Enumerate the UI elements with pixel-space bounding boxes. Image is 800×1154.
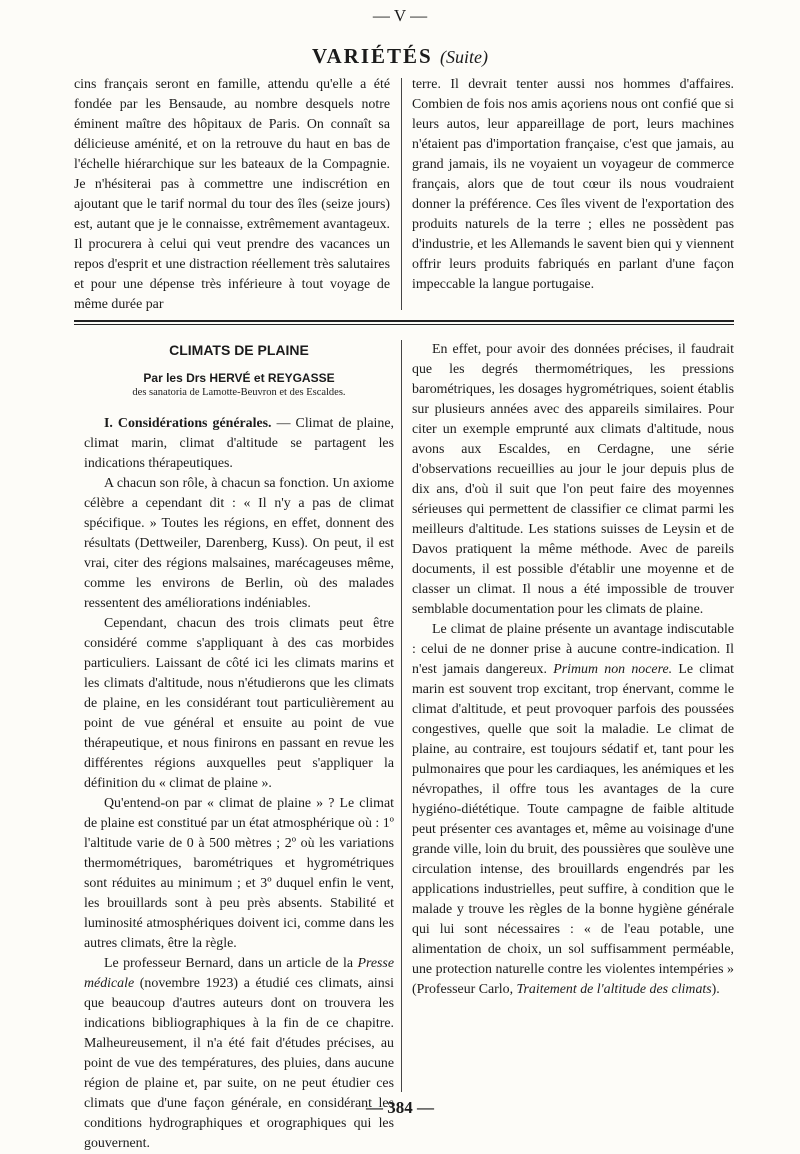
paragraph-7-text-a: Le climat de plaine présente un avantage indiscutable : celui de ne donner prise à aucune contre-indication. Il n'est jamais dangereux. — [412, 622, 734, 677]
section-rule-thin — [74, 324, 734, 325]
article-left-column — [84, 340, 394, 1154]
page-marker: — V — — [372, 6, 428, 25]
article-right-column — [412, 340, 734, 1000]
page-number: — 384 — — [366, 1098, 434, 1117]
paragraph-1-text: — Climat de plaine, climat marin, climat d'altitude se partagent les indications thérapeutiques. — [84, 416, 394, 471]
paragraph-5-text-b: (novembre 1923) a étudié ces climats, ainsi que beaucoup d'autres auteurs dont on trouvera les indications bibliographiques à la fin de ce chapitre. Malheureusement, il n'a été fait d'études précises, au point de vue des températures, des pluies, dans aucune région de plaine et, par suite, on ne peut étudier ces climats que d'une façon générale, en considérant les conditions hydrographiques et orographiques qui les gouvernent. — [84, 976, 394, 1151]
section-title: I. Considérations générales. — [104, 416, 272, 431]
column-divider-top — [401, 78, 402, 310]
paragraph-7-text-b: Le climat marin est souvent trop excitant, trop énervant, comme le climat d'altitude, et peut provoquer parfois des poussées congestives, quelle que soit la maladie. Le climat de plaine, au contraire, est toujours sédatif et, tant pour les pulmonaires que pour les cardiaques, les anémiques et les névropathes, il offre tous les avantages de la cure hygiéno-diététique. Toute campagne de faible altitude peut présenter ces avantages et, même au voisinage d'une grande ville, loin du bruit, des poussières que soulève une circulation intense, des brouillards engendrés par les applications industrielles, peut suffire, à condition que le malade y trouve les règles de la bonne hygiène générale qui lui sont nécessaires : « de l'eau potable, une alimentation de choix, un sol suffisamment perméable, une protection naturelle contre les violentes intempéries » (Professeur Carlo, — [412, 662, 734, 997]
paragraph-5 — [84, 954, 394, 1154]
article-authors: Par les Drs HERVÉ et REYGASSE — [143, 371, 335, 385]
paragraph-6: En effet, pour avoir des données précises, il faudrait que les degrés thermométriques, les pressions barométriques, les dosages hygrométriques, soient établis sur plusieurs années avec des appareils similaires. Pour citer un exemple emprunté aux climats d'altitude, nous avons aux Escaldes, en Cerdagne, une série d'observations recueillies au jour le jour depuis plus de dix ans, d'où il suit que l'on peut faire des moyennes sérieuses qui permettent de classifier ce climat parmi les meilleurs d'altitude. Les stations suisses de Leysin et de Davos pratiquent la même méthode. Avec de pareils documents, il est possible d'établir une moyenne et de classer un climat. Il nous a été impossible de trouver semblable documentation pour les climats de plaine. — [412, 342, 734, 617]
top-right-paragraph: terre. Il devrait tenter aussi nos hommes d'affaires. Combien de fois nos amis açoriens nous ont confié que si leurs autos, leur appareillage de port, leurs machines n'étaient pas d'importation française, c'est que jamais, au grand jamais, ils ne voyaient un voyageur de commerce français, alors que de tout cœur ils nous voudraient donner la préférence. Ces îles vivent de l'exportation des produits naturels de la terre ; elles ne possèdent pas d'industrie, et les Allemands le savent bien qui y viennent offrir leurs produits fabriqués en parlant d'une façon impeccable la langue portugaise. — [412, 77, 734, 292]
section-heading — [0, 44, 800, 69]
top-left-paragraph: cins français seront en famille, attendu qu'elle a été fondée par les Bensaude, au nombre desquels notre éminent maître des hôpitaux de Paris. On connaît sa délicieuse aménité, et on la retrouve du haut en bas de l'échelle hiérarchique sur les bateaux de la Compagnie. Je n'hésiterai pas à commettre une indiscrétion en ajoutant que le tarif normal du tour des îles (seize jours) est, autant que je le connaisse, extrêmement avantageux. Il procurera à celui qui veut prendre des vacances un repos d'esprit et une distraction réellement très salutaires et pour une dépense très inférieure à tout voyage de même durée par — [74, 77, 390, 312]
section-rule — [74, 320, 734, 322]
article-affiliation: des sanatoria de Lamotte-Beuvron et des Escaldes. — [132, 387, 346, 398]
latin-phrase: Primum non nocere. — [553, 662, 673, 677]
paragraph-2: A chacun son rôle, à chacun sa fonction. Un axiome célèbre a cependant dit : « Il n'y a pas de climat spécifique. » Toutes les régions, en effet, donnent des résultats (Dettweiler, Darenberg, Kuss). On peut, il est vrai, citer des régions malsaines, marécageuses même, comme les environs de Berlin, où des malades ressentent des améliorations indéniables. — [84, 476, 394, 611]
paragraph-5-text-a: Le professeur Bernard, dans un article de la — [104, 956, 358, 971]
heading-suite: (Suite) — [439, 47, 488, 67]
article-title: CLIMATS DE PLAINE — [169, 342, 309, 358]
journal-name: Presse médicale — [84, 956, 394, 991]
paragraph-3: Cependant, chacun des trois climats peut être considéré comme s'appliquant à des cas morbides particuliers. Laissant de côté ici les climats marins et les climats d'altitude, nous n'étudierons que les climats de plaine, en les considérant tout particulièrement au point de vue général et ensuite au point de vue thérapeutique, et nous finirons en passant en revue les différentes régions auxquelles peut s'appliquer la définition du « climat de plaine ». — [84, 616, 394, 791]
column-divider-bottom — [401, 340, 402, 1092]
paragraph-7 — [412, 620, 734, 1000]
paragraph-4: Qu'entend-on par « climat de plaine » ? Le climat de plaine est constitué par un état atmosphérique où : 1º l'altitude varie de 0 à 500 mètres ; 2º où les variations thermométriques, barométriques et hygrométriques sont réduites au minimum ; et 3º duquel enfin le vent, les brouillards sont à peu près absents. Stabilité et luminosité atmosphériques doivent ici, comme dans les autres climats, être la règle. — [84, 796, 394, 951]
top-right-column — [412, 75, 734, 295]
cited-work: Traitement de l'altitude des climats — [516, 982, 712, 997]
top-left-column — [74, 75, 390, 315]
heading-title: VARIÉTÉS — [312, 44, 433, 68]
paragraph-1 — [84, 414, 394, 474]
paragraph-7-text-c: ). — [711, 982, 720, 997]
